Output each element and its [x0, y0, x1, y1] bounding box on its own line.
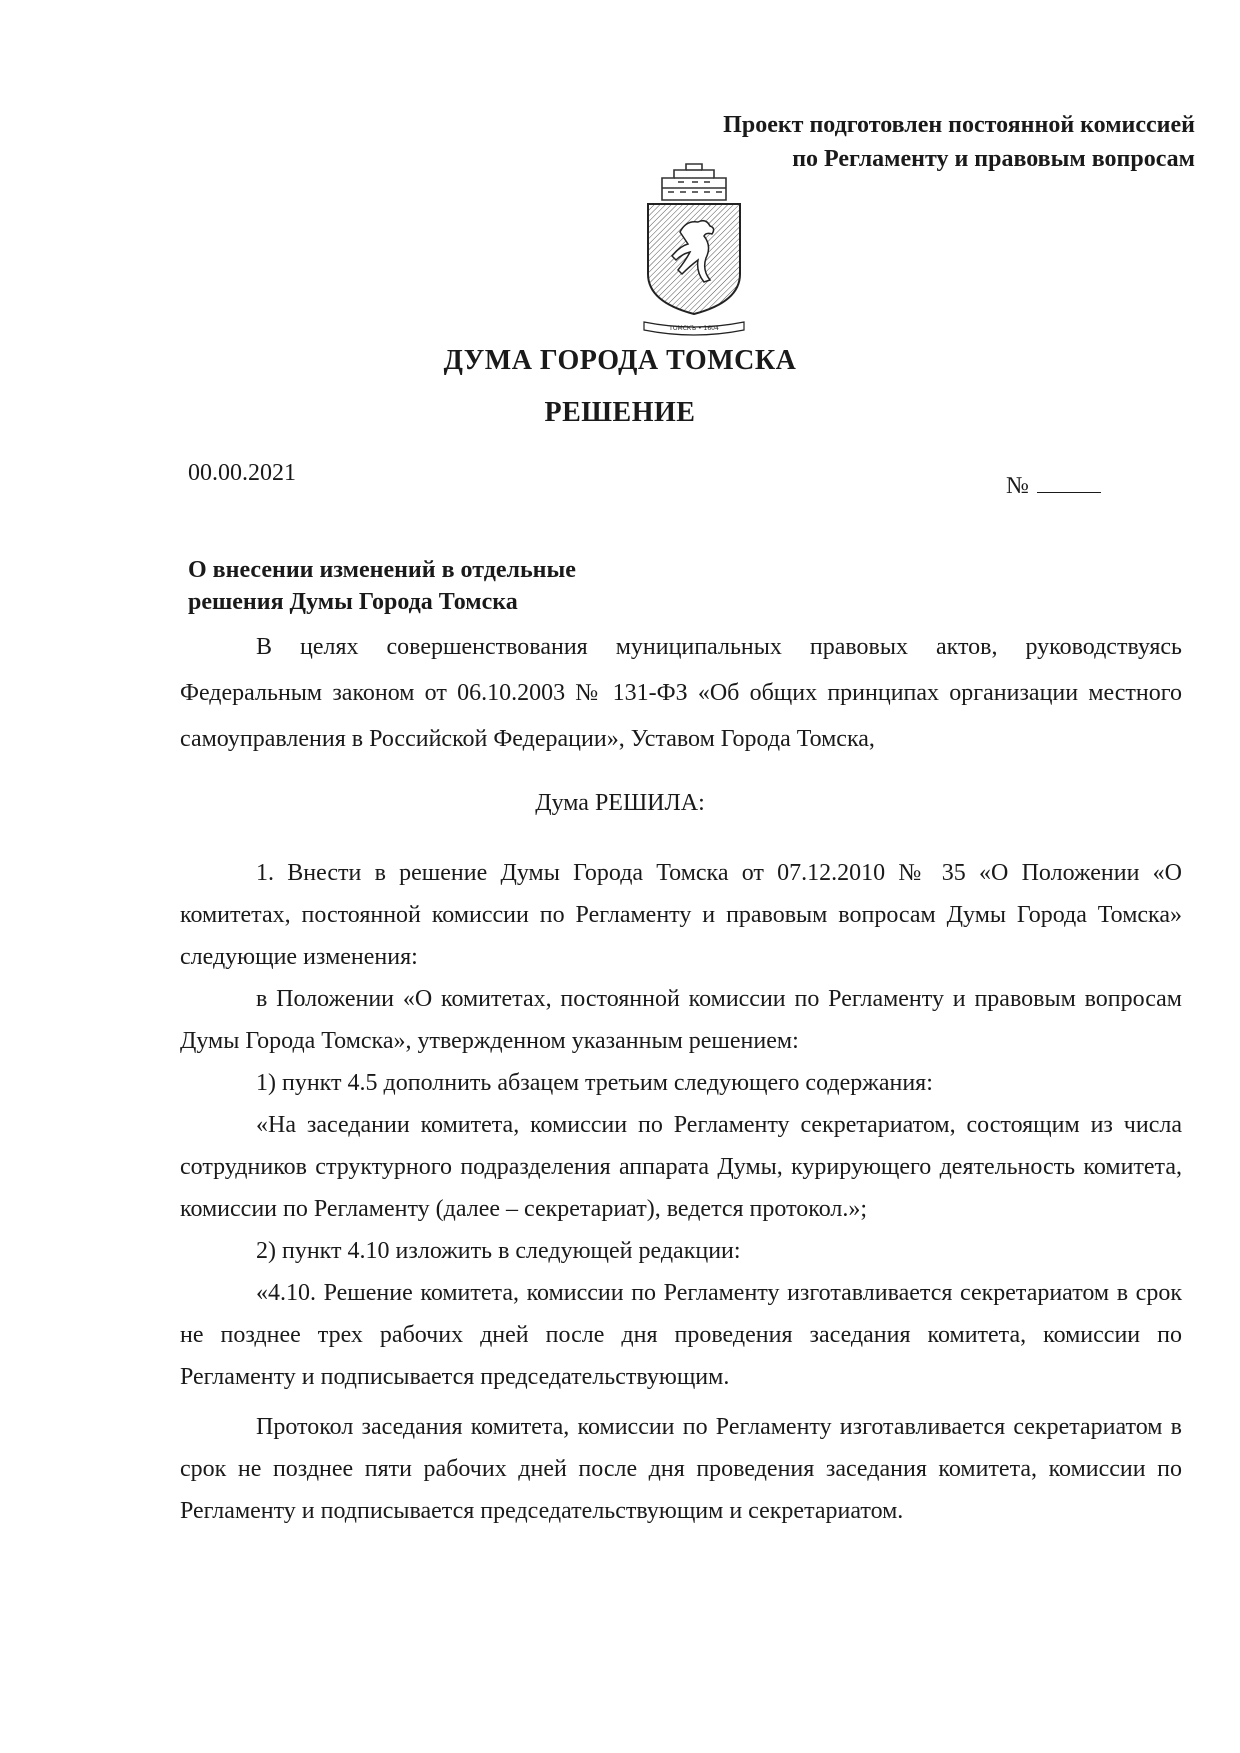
emblem-ribbon-text: ТОМСКЪ • 1604 [669, 325, 719, 332]
subject-line-2: решения Думы Города Томска [188, 589, 518, 615]
decision-body [180, 852, 1182, 1532]
paragraph-4: «На заседании комитета, комиссии по Регламенту секретариатом, состоящим из числа сотрудников структурного подразделения аппарата Думы, курирующего деятельность комитета, комиссии по Регламенту (далее – секретариат), ведется протокол.»; [180, 1112, 1182, 1222]
document-number [1006, 472, 1101, 500]
paragraph-6: «4.10. Решение комитета, комиссии по Регламенту изготавливается секретариатом в срок не позднее трех рабочих дней после дня проведения заседания комитета, комиссии по Регламенту и подписывается председательствующим. [180, 1280, 1182, 1390]
document-subject [188, 554, 708, 618]
document-type-title: РЕШЕНИЕ [544, 397, 696, 428]
resolved-heading: Дума РЕШИЛА: [535, 790, 705, 816]
prepared-by-line-2: по Регламенту и правовым вопросам [792, 146, 1195, 172]
prepared-by-line-1: Проект подготовлен постоянной комиссией [723, 112, 1195, 138]
document-date: 00.00.2021 [188, 460, 296, 486]
preamble-paragraph: В целях совершенствования муниципальных правовых актов, руководствуясь Федеральным законом от 06.10.2003 № 131-ФЗ «Об общих принципах организации местного самоуправления в Российской Федерации», Уставом Города Томска, [180, 634, 1182, 752]
paragraph-5: 2) пункт 4.10 изложить в следующей редакции: [256, 1238, 741, 1264]
paragraph-2: в Положении «О комитетах, постоянной комиссии по Регламенту и правовым вопросам Думы Города Томска», утвержденном указанным решением: [180, 986, 1182, 1054]
number-label: № [1006, 473, 1029, 499]
subject-line-1: О внесении изменений в отдельные [188, 557, 576, 583]
paragraph-3: 1) пункт 4.5 дополнить абзацем третьим следующего содержания: [256, 1070, 933, 1096]
organization-title: ДУМА ГОРОДА ТОМСКА [443, 345, 797, 376]
prepared-by-note [495, 108, 1195, 176]
paragraph-1: 1. Внести в решение Думы Города Томска от 07.12.2010 № 35 «О Положении «О комитетах, постоянной комиссии по Регламенту и правовым вопросам Думы Города Томска» следующие изменения: [180, 860, 1182, 970]
tomsk-coat-of-arms-icon [640, 162, 748, 338]
paragraph-7: Протокол заседания комитета, комиссии по Регламенту изготавливается секретариатом в срок не позднее пяти рабочих дней после дня проведения заседания комитета, комиссии по Регламенту и подписывается председательствующим и секретариатом. [180, 1414, 1182, 1524]
number-blank-line [1037, 472, 1101, 493]
preamble-block [180, 624, 1182, 762]
